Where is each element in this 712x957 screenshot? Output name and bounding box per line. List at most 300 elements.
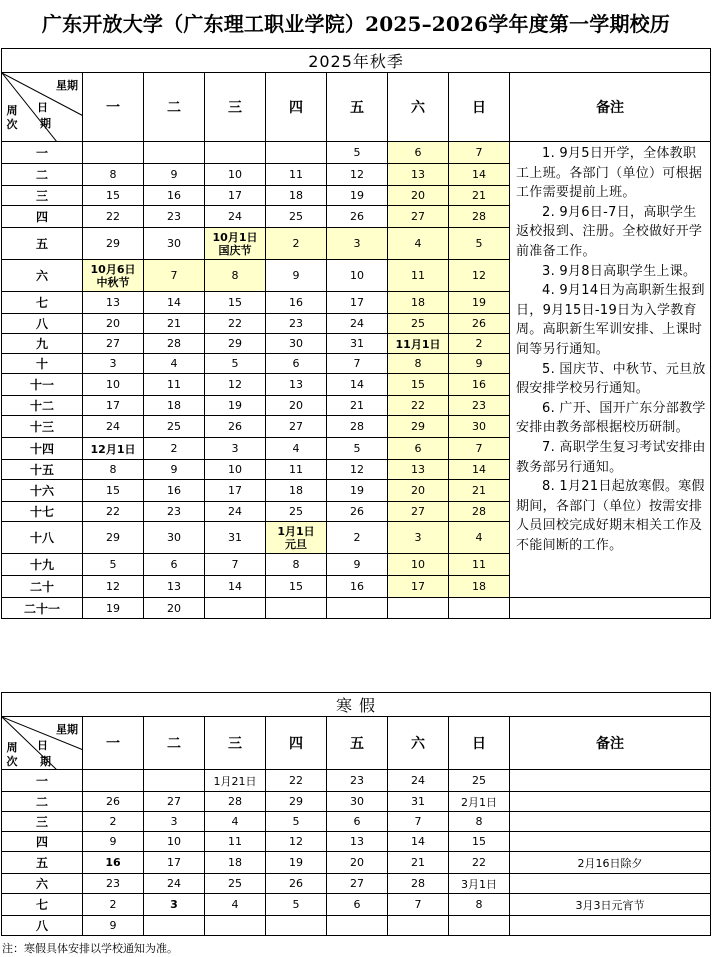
weekday-header: 六 bbox=[388, 73, 449, 142]
week-number: 十六 bbox=[2, 480, 83, 502]
corner-label-date bbox=[34, 99, 51, 131]
corner-label-period: 期 bbox=[40, 117, 51, 131]
holiday-name: 中秋节 bbox=[96, 275, 130, 289]
day-cell: 1月21日 bbox=[205, 770, 266, 792]
day-cell: 22 bbox=[205, 314, 266, 334]
day-cell: 19 bbox=[266, 852, 327, 874]
note-item: 1. 9月5日开学，全体教职工上班。各部门（单位）可根据工作需要提前上班。 bbox=[516, 146, 703, 201]
day-cell: 7 bbox=[388, 894, 449, 916]
day-cell: 29 bbox=[205, 334, 266, 354]
day-cell: 27 bbox=[266, 416, 327, 438]
day-cell: 3 bbox=[83, 354, 144, 374]
day-cell: 26 bbox=[83, 792, 144, 812]
holiday-name: 国庆节 bbox=[218, 243, 252, 257]
day-cell: 7 bbox=[144, 260, 205, 292]
day-cell bbox=[144, 916, 205, 936]
day-cell: 3月1日 bbox=[449, 874, 510, 894]
winter-header-row bbox=[2, 717, 711, 770]
day-cell: 16 bbox=[449, 374, 510, 396]
day-cell: 25 bbox=[388, 314, 449, 334]
day-cell: 8 bbox=[266, 554, 327, 576]
day-cell: 16 bbox=[144, 186, 205, 206]
note-item: 2. 9月6日-7日，高职学生返校报到、注册。全校做好开学前准备工作。 bbox=[516, 204, 703, 259]
day-cell: 30 bbox=[144, 522, 205, 554]
weekday-header: 日 bbox=[449, 73, 510, 142]
day-cell: 27 bbox=[144, 792, 205, 812]
autumn-section-label: 2025年秋季 bbox=[2, 49, 711, 73]
day-cell: 5 bbox=[449, 228, 510, 260]
day-cell: 27 bbox=[83, 334, 144, 354]
week-number: 一 bbox=[2, 142, 83, 164]
week-number: 三 bbox=[2, 186, 83, 206]
day-cell: 12月1日 bbox=[83, 438, 144, 460]
day-cell: 20 bbox=[388, 186, 449, 206]
day-cell: 28 bbox=[449, 206, 510, 228]
day-cell: 14 bbox=[388, 832, 449, 852]
week-number: 十一 bbox=[2, 374, 83, 396]
week-number: 一 bbox=[2, 770, 83, 792]
week-number: 十 bbox=[2, 354, 83, 374]
day-cell bbox=[266, 522, 327, 554]
day-cell: 12 bbox=[327, 460, 388, 480]
day-cell: 13 bbox=[388, 164, 449, 186]
day-cell: 8 bbox=[205, 260, 266, 292]
day-cell: 7 bbox=[205, 554, 266, 576]
note-item: 8. 1月21日起放寒假。寒假期间，各部门（单位）按需安排人员回校完成好期末相关工作及不能间断的工作。 bbox=[516, 479, 705, 553]
week-row bbox=[2, 812, 711, 832]
day-cell: 25 bbox=[205, 874, 266, 894]
day-cell: 3 bbox=[205, 438, 266, 460]
day-cell: 4 bbox=[205, 812, 266, 832]
winter-note-cell bbox=[510, 770, 711, 792]
day-cell: 12 bbox=[205, 374, 266, 396]
day-cell: 27 bbox=[327, 874, 388, 894]
day-cell: 30 bbox=[449, 416, 510, 438]
notes-header: 备注 bbox=[510, 73, 711, 142]
week-number: 十三 bbox=[2, 416, 83, 438]
day-cell: 28 bbox=[144, 334, 205, 354]
day-cell: 15 bbox=[83, 186, 144, 206]
weekday-header: 五 bbox=[327, 717, 388, 770]
note-item: 5. 国庆节、中秋节、元旦放假安排学校另行通知。 bbox=[516, 361, 706, 397]
week-number: 十八 bbox=[2, 522, 83, 554]
week-number: 十七 bbox=[2, 502, 83, 522]
day-cell: 21 bbox=[327, 396, 388, 416]
day-cell: 17 bbox=[205, 186, 266, 206]
day-cell: 3 bbox=[327, 228, 388, 260]
week-row bbox=[2, 852, 711, 874]
day-cell: 16 bbox=[144, 480, 205, 502]
week-number: 十九 bbox=[2, 554, 83, 576]
day-cell: 15 bbox=[205, 292, 266, 314]
winter-banner-row bbox=[2, 693, 711, 717]
day-cell: 23 bbox=[83, 874, 144, 894]
day-cell: 26 bbox=[205, 416, 266, 438]
day-cell: 25 bbox=[449, 770, 510, 792]
corner-label-weekday: 星期 bbox=[56, 723, 78, 736]
note-item: 3. 9月8日高职学生上课。 bbox=[542, 263, 697, 279]
day-cell: 5 bbox=[266, 812, 327, 832]
week-number: 二 bbox=[2, 792, 83, 812]
day-cell: 28 bbox=[327, 416, 388, 438]
footnote: 注：寒假具体安排以学校通知为准。 bbox=[2, 942, 178, 955]
day-cell: 25 bbox=[144, 416, 205, 438]
holiday-date: 10月6日 bbox=[90, 262, 136, 276]
week-number: 九 bbox=[2, 334, 83, 354]
day-cell: 24 bbox=[388, 770, 449, 792]
day-cell: 20 bbox=[388, 480, 449, 502]
notes-header: 备注 bbox=[510, 717, 711, 770]
day-cell: 9 bbox=[144, 460, 205, 480]
day-cell: 10 bbox=[144, 832, 205, 852]
week-row bbox=[2, 142, 711, 164]
day-cell: 17 bbox=[83, 396, 144, 416]
day-cell: 15 bbox=[266, 576, 327, 598]
day-cell: 19 bbox=[205, 396, 266, 416]
day-cell: 6 bbox=[327, 894, 388, 916]
day-cell: 17 bbox=[144, 852, 205, 874]
day-cell: 25 bbox=[266, 502, 327, 522]
weekday-header: 一 bbox=[83, 73, 144, 142]
holiday-date: 1月1日 bbox=[277, 524, 315, 538]
week-row bbox=[2, 792, 711, 812]
week-number: 八 bbox=[2, 314, 83, 334]
day-cell: 8 bbox=[449, 894, 510, 916]
day-cell: 7 bbox=[449, 142, 510, 164]
weekday-header: 二 bbox=[144, 73, 205, 142]
day-cell: 13 bbox=[266, 374, 327, 396]
day-cell: 19 bbox=[449, 292, 510, 314]
day-cell: 19 bbox=[327, 186, 388, 206]
day-cell: 28 bbox=[388, 874, 449, 894]
autumn-banner-row bbox=[2, 49, 711, 73]
week-number: 四 bbox=[2, 832, 83, 852]
day-cell: 15 bbox=[83, 480, 144, 502]
day-cell: 31 bbox=[327, 334, 388, 354]
day-cell: 14 bbox=[449, 460, 510, 480]
day-cell: 11 bbox=[449, 554, 510, 576]
winter-note-cell: 2月16日除夕 bbox=[510, 852, 711, 874]
day-cell: 6 bbox=[266, 354, 327, 374]
day-cell: 18 bbox=[388, 292, 449, 314]
day-cell: 24 bbox=[205, 502, 266, 522]
winter-note-cell: 3月3日元宵节 bbox=[510, 894, 711, 916]
day-cell: 14 bbox=[144, 292, 205, 314]
day-cell: 12 bbox=[449, 260, 510, 292]
day-cell: 24 bbox=[83, 416, 144, 438]
day-cell: 21 bbox=[144, 314, 205, 334]
winter-note-cell bbox=[510, 874, 711, 894]
day-cell bbox=[388, 598, 449, 619]
week-number: 四 bbox=[2, 206, 83, 228]
day-cell: 26 bbox=[327, 502, 388, 522]
week-number: 七 bbox=[2, 292, 83, 314]
day-cell bbox=[205, 916, 266, 936]
day-cell: 23 bbox=[144, 502, 205, 522]
day-cell: 10 bbox=[327, 260, 388, 292]
day-cell: 29 bbox=[388, 416, 449, 438]
day-cell: 31 bbox=[388, 792, 449, 812]
week-number: 五 bbox=[2, 852, 83, 874]
day-cell: 5 bbox=[327, 142, 388, 164]
day-cell: 11月1日 bbox=[388, 334, 449, 354]
corner-label-day: 日 bbox=[37, 101, 48, 115]
weekday-header: 四 bbox=[266, 717, 327, 770]
day-cell: 23 bbox=[449, 396, 510, 416]
week-number: 十五 bbox=[2, 460, 83, 480]
day-cell: 8 bbox=[83, 164, 144, 186]
autumn-header-row bbox=[2, 73, 711, 142]
day-cell: 4 bbox=[205, 894, 266, 916]
weekday-header: 三 bbox=[205, 717, 266, 770]
day-cell: 30 bbox=[266, 334, 327, 354]
day-cell: 26 bbox=[449, 314, 510, 334]
day-cell bbox=[449, 916, 510, 936]
day-cell bbox=[266, 598, 327, 619]
note-item: 6. 广开、国开广东分部教学安排由教务部根据校历研制。 bbox=[516, 400, 706, 436]
day-cell: 10 bbox=[83, 374, 144, 396]
day-cell: 12 bbox=[266, 832, 327, 852]
weekday-header: 日 bbox=[449, 717, 510, 770]
day-cell: 28 bbox=[449, 502, 510, 522]
day-cell: 3 bbox=[144, 894, 205, 916]
day-cell: 12 bbox=[327, 164, 388, 186]
day-cell: 9 bbox=[327, 554, 388, 576]
day-cell bbox=[388, 916, 449, 936]
day-cell: 5 bbox=[83, 554, 144, 576]
day-cell bbox=[327, 598, 388, 619]
day-cell: 11 bbox=[388, 260, 449, 292]
corner-label-date bbox=[34, 737, 51, 769]
week-number: 二十一 bbox=[2, 598, 83, 619]
day-cell: 6 bbox=[388, 142, 449, 164]
note-item: 7. 高职学生复习考试安排由教务部另行通知。 bbox=[516, 439, 706, 475]
day-cell: 19 bbox=[83, 598, 144, 619]
day-cell: 29 bbox=[266, 792, 327, 812]
day-cell: 20 bbox=[144, 598, 205, 619]
weekday-header: 二 bbox=[144, 717, 205, 770]
day-cell: 14 bbox=[449, 164, 510, 186]
day-cell: 15 bbox=[388, 374, 449, 396]
weekday-header: 六 bbox=[388, 717, 449, 770]
day-cell: 29 bbox=[83, 228, 144, 260]
day-cell: 9 bbox=[83, 916, 144, 936]
day-cell: 10 bbox=[205, 164, 266, 186]
day-cell: 18 bbox=[266, 480, 327, 502]
day-cell: 8 bbox=[388, 354, 449, 374]
week-row bbox=[2, 598, 711, 619]
day-cell: 11 bbox=[266, 460, 327, 480]
day-cell: 8 bbox=[449, 812, 510, 832]
day-cell bbox=[83, 770, 144, 792]
day-cell: 3 bbox=[144, 812, 205, 832]
day-cell: 30 bbox=[144, 228, 205, 260]
week-row bbox=[2, 770, 711, 792]
day-cell: 13 bbox=[83, 292, 144, 314]
corner-label-week: 周次 bbox=[6, 740, 18, 768]
corner-label-period: 期 bbox=[40, 755, 51, 769]
day-cell: 13 bbox=[144, 576, 205, 598]
day-cell: 24 bbox=[327, 314, 388, 334]
day-cell: 21 bbox=[449, 186, 510, 206]
day-cell: 17 bbox=[327, 292, 388, 314]
winter-note-cell bbox=[510, 792, 711, 812]
corner-label-week: 周次 bbox=[6, 104, 18, 132]
week-number: 六 bbox=[2, 260, 83, 292]
day-cell: 22 bbox=[449, 852, 510, 874]
day-cell: 24 bbox=[144, 874, 205, 894]
day-cell: 5 bbox=[327, 438, 388, 460]
day-cell bbox=[205, 228, 266, 260]
notes-empty bbox=[510, 598, 711, 619]
day-cell: 11 bbox=[205, 832, 266, 852]
day-cell bbox=[144, 770, 205, 792]
day-cell: 2 bbox=[449, 334, 510, 354]
day-cell: 2 bbox=[266, 228, 327, 260]
day-cell: 23 bbox=[266, 314, 327, 334]
day-cell: 26 bbox=[327, 206, 388, 228]
day-cell: 2 bbox=[83, 812, 144, 832]
week-number: 十二 bbox=[2, 396, 83, 416]
day-cell: 2 bbox=[83, 894, 144, 916]
page-title: 广东开放大学（广东理工职业学院）2025–2026学年度第一学期校历 bbox=[41, 12, 671, 36]
autumn-calendar-table bbox=[1, 48, 711, 619]
day-cell: 27 bbox=[388, 206, 449, 228]
header-corner bbox=[2, 717, 83, 770]
week-number: 二 bbox=[2, 164, 83, 186]
day-cell: 10 bbox=[205, 460, 266, 480]
day-cell: 23 bbox=[144, 206, 205, 228]
day-cell: 25 bbox=[266, 206, 327, 228]
day-cell: 14 bbox=[327, 374, 388, 396]
day-cell: 6 bbox=[144, 554, 205, 576]
day-cell: 26 bbox=[266, 874, 327, 894]
day-cell: 22 bbox=[83, 206, 144, 228]
day-cell: 7 bbox=[327, 354, 388, 374]
holiday-date: 10月1日 bbox=[212, 230, 258, 244]
day-cell bbox=[83, 260, 144, 292]
winter-section-label: 寒 假 bbox=[2, 693, 711, 717]
week-row bbox=[2, 832, 711, 852]
week-number: 二十 bbox=[2, 576, 83, 598]
day-cell: 9 bbox=[144, 164, 205, 186]
day-cell: 17 bbox=[205, 480, 266, 502]
day-cell: 20 bbox=[83, 314, 144, 334]
note-item: 4. 9月14日为高职新生报到日，9月15日-19日为入学教育周。高职新生军训安排、上课时间等另行通知。 bbox=[516, 283, 705, 357]
holiday-name: 元旦 bbox=[285, 537, 307, 551]
week-number: 七 bbox=[2, 894, 83, 916]
day-cell: 8 bbox=[83, 460, 144, 480]
day-cell: 4 bbox=[449, 522, 510, 554]
day-cell: 31 bbox=[205, 522, 266, 554]
day-cell: 15 bbox=[449, 832, 510, 852]
day-cell bbox=[205, 142, 266, 164]
day-cell: 16 bbox=[266, 292, 327, 314]
winter-note-cell bbox=[510, 812, 711, 832]
day-cell: 9 bbox=[83, 832, 144, 852]
weekday-header: 五 bbox=[327, 73, 388, 142]
day-cell bbox=[144, 142, 205, 164]
day-cell: 6 bbox=[327, 812, 388, 832]
day-cell: 20 bbox=[327, 852, 388, 874]
day-cell: 10 bbox=[388, 554, 449, 576]
day-cell: 5 bbox=[266, 894, 327, 916]
day-cell: 14 bbox=[205, 576, 266, 598]
day-cell: 21 bbox=[449, 480, 510, 502]
day-cell: 17 bbox=[388, 576, 449, 598]
day-cell bbox=[327, 916, 388, 936]
day-cell: 20 bbox=[266, 396, 327, 416]
day-cell bbox=[449, 598, 510, 619]
week-number: 十四 bbox=[2, 438, 83, 460]
notes-cell bbox=[510, 142, 711, 598]
week-row bbox=[2, 916, 711, 936]
day-cell: 11 bbox=[144, 374, 205, 396]
corner-label-weekday: 星期 bbox=[56, 79, 78, 92]
day-cell: 2 bbox=[144, 438, 205, 460]
day-cell: 9 bbox=[449, 354, 510, 374]
weekday-header: 一 bbox=[83, 717, 144, 770]
day-cell: 22 bbox=[83, 502, 144, 522]
weekday-header: 四 bbox=[266, 73, 327, 142]
winter-calendar-table bbox=[1, 692, 711, 936]
day-cell: 13 bbox=[327, 832, 388, 852]
week-number: 五 bbox=[2, 228, 83, 260]
day-cell: 2月1日 bbox=[449, 792, 510, 812]
day-cell: 19 bbox=[327, 480, 388, 502]
day-cell: 4 bbox=[144, 354, 205, 374]
day-cell: 11 bbox=[266, 164, 327, 186]
week-number: 三 bbox=[2, 812, 83, 832]
day-cell: 7 bbox=[388, 812, 449, 832]
day-cell: 5 bbox=[205, 354, 266, 374]
day-cell: 22 bbox=[266, 770, 327, 792]
day-cell: 28 bbox=[205, 792, 266, 812]
day-cell: 30 bbox=[327, 792, 388, 812]
day-cell bbox=[266, 142, 327, 164]
week-number: 八 bbox=[2, 916, 83, 936]
day-cell: 16 bbox=[327, 576, 388, 598]
day-cell bbox=[266, 916, 327, 936]
day-cell: 6 bbox=[388, 438, 449, 460]
day-cell: 9 bbox=[266, 260, 327, 292]
day-cell: 18 bbox=[449, 576, 510, 598]
day-cell: 13 bbox=[388, 460, 449, 480]
day-cell: 23 bbox=[327, 770, 388, 792]
day-cell: 18 bbox=[205, 852, 266, 874]
day-cell: 18 bbox=[266, 186, 327, 206]
corner-label-day: 日 bbox=[37, 739, 48, 753]
day-cell: 4 bbox=[388, 228, 449, 260]
winter-note-cell bbox=[510, 916, 711, 936]
weekday-header: 三 bbox=[205, 73, 266, 142]
day-cell: 4 bbox=[266, 438, 327, 460]
week-row bbox=[2, 894, 711, 916]
day-cell: 2 bbox=[327, 522, 388, 554]
day-cell bbox=[83, 142, 144, 164]
winter-note-cell bbox=[510, 832, 711, 852]
week-row bbox=[2, 874, 711, 894]
day-cell: 29 bbox=[83, 522, 144, 554]
day-cell: 16 bbox=[83, 852, 144, 874]
day-cell: 18 bbox=[144, 396, 205, 416]
day-cell: 7 bbox=[449, 438, 510, 460]
week-number: 六 bbox=[2, 874, 83, 894]
header-corner bbox=[2, 73, 83, 142]
day-cell: 21 bbox=[388, 852, 449, 874]
day-cell: 24 bbox=[205, 206, 266, 228]
day-cell: 22 bbox=[388, 396, 449, 416]
